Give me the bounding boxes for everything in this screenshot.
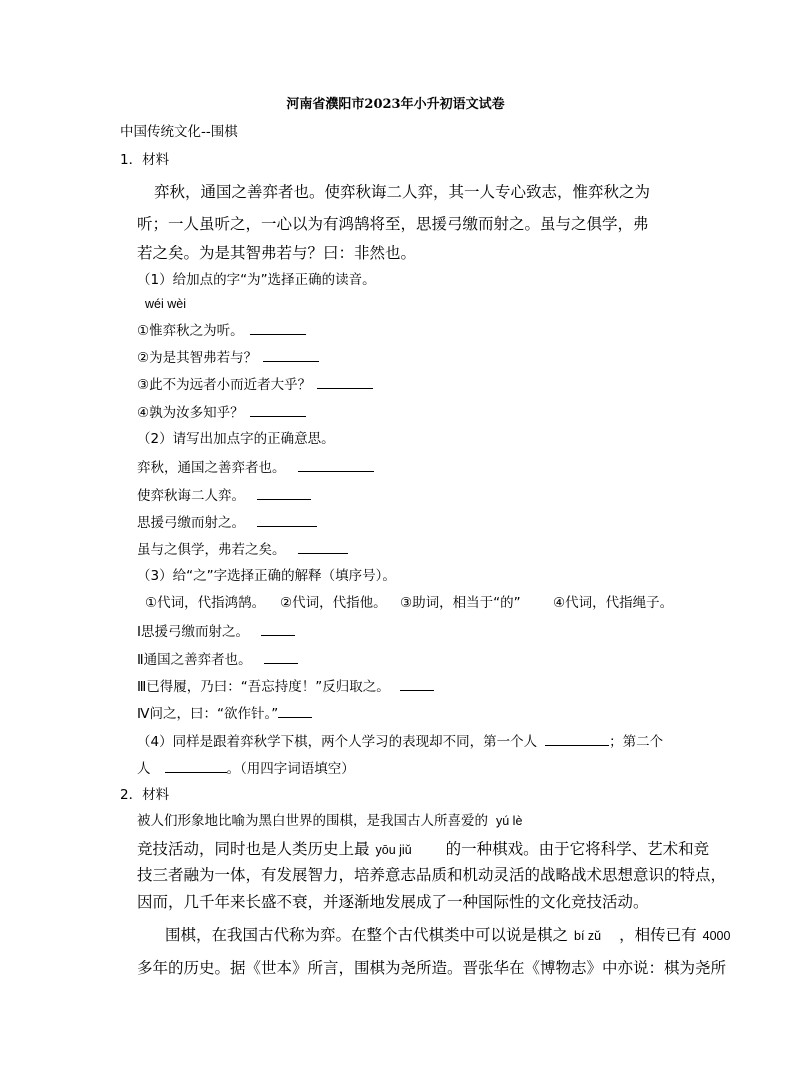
answer-blank[interactable]	[257, 487, 311, 500]
q2-line-1: 被人们形象地比喻为黑白世界的围棋，是我国古人所喜爱的 yú lè	[137, 813, 523, 829]
choice-4: ④代词，代指绳子。	[553, 595, 674, 611]
answer-blank[interactable]	[257, 514, 317, 527]
sub-1-item-4: ④孰为汝多知乎？	[137, 404, 306, 421]
sub-3-item-2: Ⅱ通国之善弈者也。	[137, 651, 298, 668]
q2-line-3: 技三者融为一体，有发展智力，培养意志品质和机动灵活的战略战术思想意识的特点，	[137, 866, 727, 884]
pinyin-youjiu: yōu jiǔ	[375, 843, 412, 857]
answer-blank[interactable]	[278, 705, 312, 718]
sub-3-item-3: Ⅲ已得履，乃曰：“吾忘持度！”反归取之。	[137, 678, 434, 695]
pinyin-options: wéi wèi	[145, 297, 186, 311]
sub-3-item-4: Ⅳ问之，曰：“欲作针。”	[137, 705, 312, 722]
sub-question-4-line-2: 人 。（用四字词语填空）	[137, 761, 355, 777]
sub-1-item-1: ①惟弈秋之为听。	[137, 322, 306, 339]
answer-blank[interactable]	[264, 651, 298, 664]
question-1-number: 1．材料	[120, 152, 170, 168]
sub-1-item-3: ③此不为远者小而近者大乎？	[137, 376, 373, 393]
answer-blank[interactable]	[400, 678, 434, 691]
q2-line-2: 竞技活动，同时也是人类历史上最 yōu jiǔ 的一种棋戏。由于它将科学、艺术和竞	[137, 840, 710, 858]
choice-1: ①代词，代指鸿鹄。	[145, 595, 266, 611]
answer-blank[interactable]	[261, 623, 295, 636]
choice-2: ②代词，代指他。	[280, 595, 387, 611]
sub-question-2-prompt: （2）请写出加点字的正确意思。	[137, 431, 335, 447]
answer-blank[interactable]	[298, 541, 348, 554]
passage-line-1: 弈秋，通国之善弈者也。使弈秋诲二人弈，其一人专心致志，惟弈秋之为	[154, 183, 651, 201]
passage-line-3: 若之矣。为是其智弗若与？曰：非然也。	[137, 244, 417, 262]
q2-line-6: 多年的历史。据《世本》所言，围棋为尧所造。晋张华在《博物志》中亦说：棋为尧所	[137, 959, 727, 977]
sub-question-3-prompt: （3）给“之”字选择正确的解释（填序号）。	[137, 568, 396, 584]
sub-2-item-4: 虽与之俱学，弗若之矣。	[137, 541, 348, 558]
answer-blank[interactable]	[298, 459, 374, 472]
q2-line-5: 围棋，在我国古代称为弈。在整个古代棋类中可以说是棋之 bí zǔ ，相传已有 4000	[165, 926, 731, 944]
sub-2-item-2: 使弈秋诲二人弈。	[137, 487, 311, 504]
sub-1-item-2: ②为是其智弗若与？	[137, 349, 319, 366]
answer-blank[interactable]	[545, 733, 609, 746]
exam-title: 河南省濮阳市2023年小升初语文试卷	[286, 97, 505, 112]
sub-question-4-line-1: （4）同样是跟着弈秋学下棋，两个人学习的表现却不同，第一个人 ；第二个	[137, 734, 664, 750]
answer-blank[interactable]	[317, 376, 373, 389]
answer-blank[interactable]	[250, 404, 306, 417]
section-title: 中国传统文化--围棋	[120, 124, 238, 140]
question-2-number: 2．材料	[120, 787, 170, 803]
answer-blank[interactable]	[250, 322, 306, 335]
answer-blank[interactable]	[263, 349, 319, 362]
passage-line-2: 听；一人虽听之，一心以为有鸿鹄将至，思援弓缴而射之。虽与之俱学，弗	[137, 215, 649, 233]
sub-3-item-1: Ⅰ思援弓缴而射之。	[137, 623, 295, 640]
sub-question-1-prompt: （1）给加点的字“为”选择正确的读音。	[137, 272, 376, 288]
q2-line-4: 因而，几千年来长盛不衰，并逐渐地发展成了一种国际性的文化竞技活动。	[137, 893, 649, 911]
sub-2-item-3: 思援弓缴而射之。	[137, 514, 317, 531]
sub-2-item-1: 弈秋，通国之善弈者也。	[137, 459, 374, 476]
pinyin-bizu: bí zǔ	[574, 929, 602, 943]
pinyin-yule: yú lè	[496, 814, 523, 828]
choice-3: ③助词，相当于“的”	[400, 595, 521, 611]
answer-blank[interactable]	[165, 760, 227, 773]
